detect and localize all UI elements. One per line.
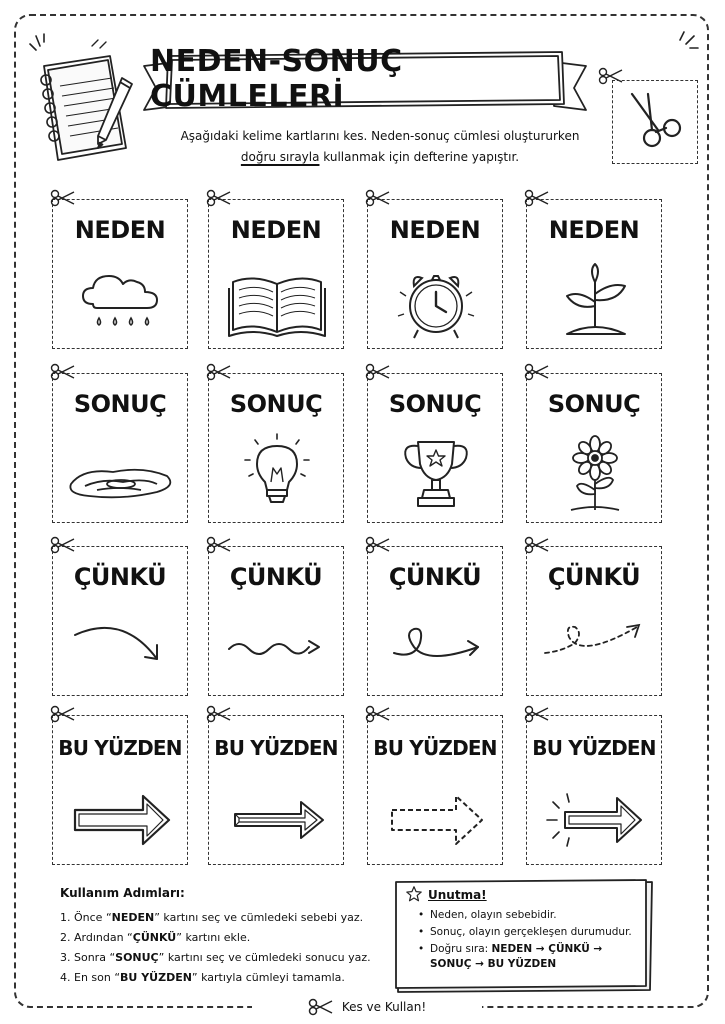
sparkle-icon bbox=[672, 28, 702, 58]
instruction-step: 3. Sonra “SONUÇ” kartını seç ve cümledeki sonucu yaz. bbox=[60, 951, 371, 964]
dashed-arrow-icon bbox=[527, 603, 663, 691]
instructions-list bbox=[60, 910, 380, 985]
scissors-icon bbox=[206, 704, 232, 724]
card-label: ÇÜNKÜ bbox=[388, 563, 482, 591]
lightbulb-icon bbox=[209, 430, 345, 518]
scissors-icon bbox=[524, 704, 550, 724]
scissors-icon bbox=[622, 90, 690, 156]
reminder-item: • Sonuç, olayın gerçekleşen durumudur. bbox=[418, 925, 646, 940]
card-label: SONUÇ bbox=[547, 390, 641, 418]
card-label: BU YÜZDEN bbox=[214, 736, 338, 760]
word-card bbox=[526, 546, 662, 696]
card-label: ÇÜNKÜ bbox=[73, 563, 167, 591]
card-label: SONUÇ bbox=[73, 390, 167, 418]
scissors-icon bbox=[206, 188, 232, 208]
intro-text bbox=[160, 126, 600, 168]
word-card bbox=[367, 373, 503, 523]
word-card bbox=[52, 715, 188, 865]
word-card bbox=[367, 715, 503, 865]
word-card bbox=[52, 199, 188, 349]
puddle-icon bbox=[53, 430, 189, 518]
intro-line-1: Aşağıdaki kelime kartlarını kes. Neden-sonuç cümlesi oluştururken bbox=[180, 129, 580, 143]
block-arrow-icon bbox=[53, 772, 189, 860]
page-title: NEDEN-SONUÇ CÜMLELERİ bbox=[150, 44, 403, 114]
reminder-note bbox=[394, 878, 656, 996]
sprout-icon bbox=[527, 256, 663, 344]
alarm-clock-icon bbox=[368, 256, 504, 344]
instructions bbox=[60, 886, 380, 990]
word-card bbox=[367, 199, 503, 349]
scissors-icon bbox=[524, 535, 550, 555]
notebook-pencil-icon bbox=[30, 48, 140, 168]
card-label: NEDEN bbox=[74, 216, 166, 244]
card-label: BU YÜZDEN bbox=[532, 736, 656, 760]
word-card bbox=[208, 546, 344, 696]
intro-line-2: kullanmak için defterine yapıştır. bbox=[319, 150, 520, 164]
rain-cloud-icon bbox=[53, 256, 189, 344]
sparkle-arrow-icon bbox=[527, 772, 663, 860]
card-label: BU YÜZDEN bbox=[58, 736, 182, 760]
reminder-list bbox=[418, 908, 646, 974]
scissors-icon bbox=[524, 362, 550, 382]
scissors-icon bbox=[50, 535, 76, 555]
card-label: SONUÇ bbox=[229, 390, 323, 418]
instructions-title: Kullanım Adımları: bbox=[60, 886, 185, 900]
double-outline-arrow-icon bbox=[209, 772, 345, 860]
reminder-item: • Neden, olayın sebebidir. bbox=[418, 908, 646, 923]
scissors-icon bbox=[50, 704, 76, 724]
word-card bbox=[367, 546, 503, 696]
card-label: NEDEN bbox=[548, 216, 640, 244]
word-card bbox=[52, 546, 188, 696]
word-card bbox=[52, 373, 188, 523]
word-card bbox=[526, 715, 662, 865]
scissors-icon bbox=[365, 188, 391, 208]
word-card bbox=[208, 715, 344, 865]
scissors-icon bbox=[50, 188, 76, 208]
word-card bbox=[526, 199, 662, 349]
card-label: SONUÇ bbox=[388, 390, 482, 418]
word-card bbox=[208, 373, 344, 523]
card-label: ÇÜNKÜ bbox=[229, 563, 323, 591]
open-book-icon bbox=[209, 256, 345, 344]
curved-arrow-icon bbox=[53, 603, 189, 691]
scissors-icon bbox=[365, 535, 391, 555]
instruction-step: 1. Önce “NEDEN” kartını seç ve cümledeki sebebi yaz. bbox=[60, 911, 364, 924]
scissors-icon bbox=[365, 704, 391, 724]
scissors-icon bbox=[365, 362, 391, 382]
wavy-arrow-icon bbox=[209, 603, 345, 691]
reminder-title: Unutma! bbox=[428, 888, 487, 902]
star-icon bbox=[406, 886, 422, 902]
card-label: NEDEN bbox=[230, 216, 322, 244]
scissors-icon bbox=[206, 362, 232, 382]
intro-underlined: doğru sırayla bbox=[240, 150, 320, 164]
flower-icon bbox=[527, 430, 663, 518]
dashed-block-arrow-icon bbox=[368, 772, 504, 860]
card-label: ÇÜNKÜ bbox=[547, 563, 641, 591]
scissors-icon bbox=[308, 997, 334, 1017]
word-card bbox=[208, 199, 344, 349]
reminder-item: • Doğru sıra: NEDEN → ÇÜNKÜ → SONUÇ → BU YÜZDEN bbox=[418, 942, 646, 972]
trophy-icon bbox=[368, 430, 504, 518]
instruction-step: 4. En son “BU YÜZDEN” kartıyla cümleyi tamamla. bbox=[60, 971, 345, 984]
footer bbox=[252, 996, 482, 1018]
scissors-icon bbox=[524, 188, 550, 208]
instruction-step: 2. Ardından “ÇÜNKÜ” kartını ekle. bbox=[60, 931, 251, 944]
card-label: NEDEN bbox=[389, 216, 481, 244]
card-label: BU YÜZDEN bbox=[373, 736, 497, 760]
scissors-icon bbox=[206, 535, 232, 555]
scissors-icon bbox=[50, 362, 76, 382]
word-card bbox=[526, 373, 662, 523]
loop-arrow-icon bbox=[368, 603, 504, 691]
footer-label: Kes ve Kullan! bbox=[341, 1000, 427, 1014]
